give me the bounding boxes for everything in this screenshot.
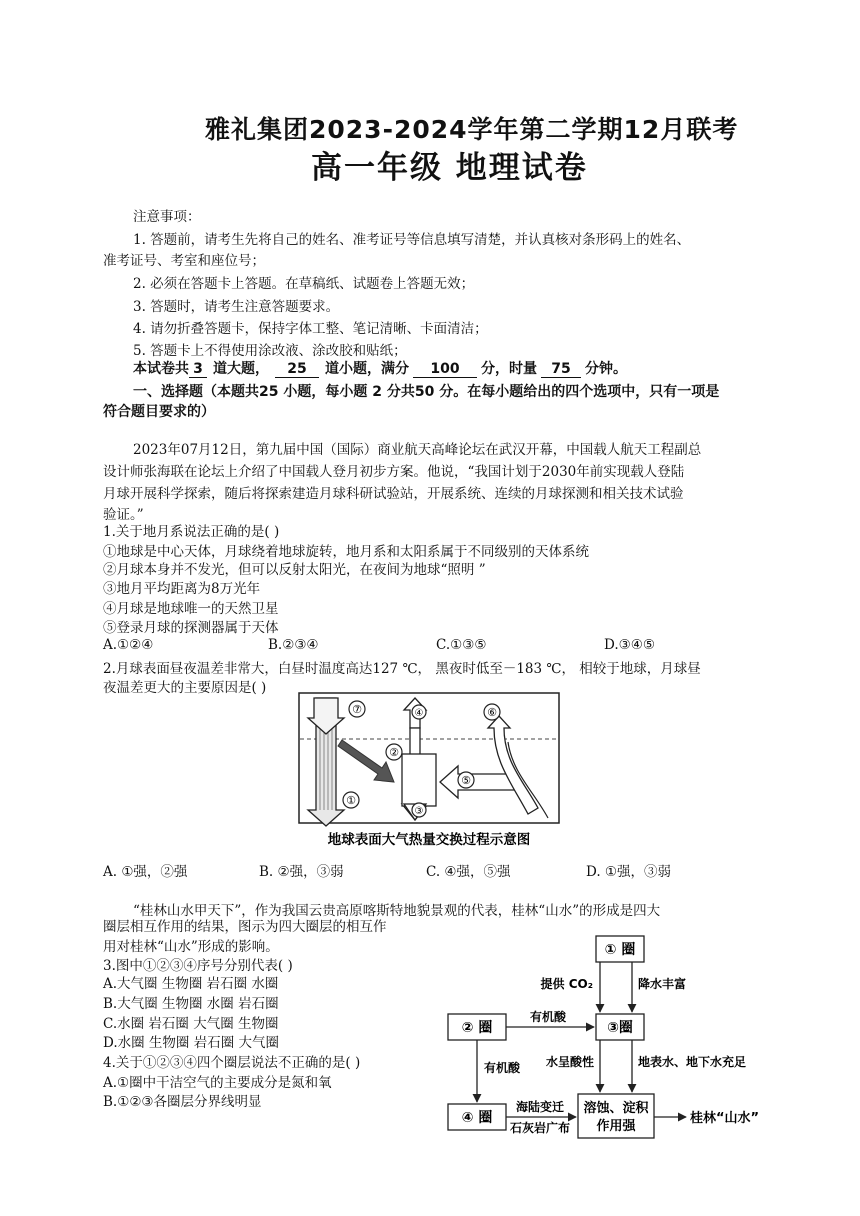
exam-info-text: 分，时量: [481, 361, 537, 377]
fig1-caption: 地球表面大气热量交换过程示意图: [327, 832, 531, 848]
exam-info-text: 本试卷共: [133, 361, 189, 377]
passage1-line: 月球开展科学探索，随后将探索建造月球科研试验站，开展系统、连续的月球探测和相关技术试验: [103, 486, 684, 502]
notes-heading: 注意事项：: [133, 209, 201, 225]
q3-stem: 3.图中①②③④序号分别代表( ): [103, 958, 293, 974]
exam-subtitle: 高一年级 地理试卷: [311, 150, 588, 186]
spheres-flowchart: [440, 922, 785, 1144]
edge-co2: 提供 CO₂: [540, 977, 593, 991]
q1-statement-4: ④月球是地球唯一的天然卫星: [103, 601, 279, 617]
passage2-line: 圈层相互作用的结果，图示为四大圈层的相互作: [103, 919, 387, 935]
q4-stem: 4.关于①②③④四个圈层说法不正确的是( ): [103, 1055, 361, 1071]
passage1-line: 设计师张海联在论坛上介绍了中国载人登月初步方案。他说，“我国计划于2030年前实现载人登陆: [103, 464, 685, 480]
note-1b: 准考证号、考室和座位号；: [103, 253, 265, 269]
edge-ground-water: 地表水、地下水充足: [638, 1055, 747, 1069]
q2-option-b[interactable]: B. ②强，③弱: [259, 864, 344, 880]
questions-count: 25: [275, 361, 319, 378]
note-5: 5. 答题卡上不得使用涂改液、涂改胶和贴纸；: [133, 343, 407, 359]
fig1-label-7: ⑦: [352, 703, 362, 716]
result-box-line1: 溶蚀、淀积: [583, 1101, 649, 1116]
q1-option-d[interactable]: D.③④⑤: [604, 637, 655, 653]
q1-statement-3: ③地月平均距离为8万光年: [103, 581, 261, 597]
box-sphere-2: ② 圈: [461, 1020, 493, 1036]
note-3: 3. 答题时，请考生注意答题要求。: [133, 299, 340, 315]
fig1-label-1: ①: [346, 794, 356, 807]
edge-sea-land-change: 海陆变迁: [515, 1100, 565, 1114]
section1-heading: 一、选择题（本题共25 小题，每小题 2 分共50 分。在每小题给出的四个选项中，只有一项是: [133, 384, 720, 400]
q2-option-a[interactable]: A. ①强，②强: [103, 864, 188, 880]
q2-option-d[interactable]: D. ①强，③弱: [586, 864, 672, 880]
q3-option-b[interactable]: B.大气圈 生物圈 水圈 岩石圈: [103, 996, 279, 1012]
box-sphere-1: ① 圈: [604, 942, 636, 958]
q1-option-c[interactable]: C.①③⑤: [436, 637, 487, 653]
fig1-label-4: ④: [414, 708, 424, 719]
passage1-line: 2023年07月12日，第九届中国（国际）商业航天高峰论坛在武汉开幕，中国载人航天工程副总: [133, 442, 702, 458]
passage2-line: 用对桂林“山水”形成的影响。: [103, 939, 279, 955]
q1-statement-1: ①地球是中心天体，月球绕着地球旋转，地月系和太阳系属于不同级别的天体系统: [103, 544, 589, 560]
edge-rain: 降水丰富: [638, 977, 687, 991]
q2-option-c[interactable]: C. ④强，⑤强: [426, 864, 511, 880]
note-1a: 1. 答题前，请考生先将自己的姓名、准考证号等信息填写清楚，并认真核对条形码上的姓名、: [133, 232, 691, 248]
result-guilin: 桂林“山水”: [690, 1111, 760, 1126]
q2-stem-cont: 夜温差更大的主要原因是( ): [103, 680, 267, 696]
edge-water-acidic: 水呈酸性: [545, 1055, 594, 1069]
exam-title: 雅礼集团2023-2024学年第二学期12月联考: [205, 115, 739, 144]
q1-statement-5: ⑤登录月球的探测器属于天体: [103, 620, 279, 636]
box-sphere-3: ③圈: [607, 1020, 633, 1036]
q4-option-a[interactable]: A.①圈中干洁空气的主要成分是氮和氧: [103, 1075, 332, 1091]
q1-stem: 1.关于地月系说法正确的是( ): [103, 524, 280, 540]
q3-option-d[interactable]: D.水圈 生物圈 岩石圈 大气圈: [103, 1035, 280, 1051]
exam-info-text: 道大题，: [213, 361, 269, 377]
heat-exchange-diagram: [298, 692, 560, 856]
fig1-label-6: ⑥: [487, 706, 497, 719]
full-score: 100: [413, 361, 477, 378]
edge-organic-acid-2: 有机酸: [484, 1061, 521, 1075]
exam-info-text: 道小题，满分: [325, 361, 409, 377]
result-box-line2: 作用强: [596, 1119, 636, 1134]
fig1-label-5: ⑤: [461, 774, 471, 787]
note-2: 2. 必须在答题卡上答题。在草稿纸、试题卷上答题无效；: [133, 276, 475, 292]
edge-limestone: 石灰岩广布: [509, 1121, 571, 1135]
edge-organic-acid-1: 有机酸: [529, 1010, 567, 1024]
q1-statement-2: ②月球本身并不发光，但可以反射太阳光，在夜间为地球“照明 ”: [103, 562, 486, 578]
q2-stem: 2.月球表面昼夜温差非常大，白昼时温度高达127 ℃， 黑夜时低至－183 ℃， 相较于地球，月球昼: [103, 661, 701, 677]
note-4: 4. 请勿折叠答题卡，保持字体工整、笔记清晰、卡面清洁；: [133, 321, 488, 337]
q3-option-a[interactable]: A.大气圈 生物圈 岩石圈 水圈: [103, 976, 279, 992]
q4-option-b[interactable]: B.①②③各圈层分界线明显: [103, 1094, 262, 1110]
fig1-label-3: ③: [414, 806, 424, 817]
passage2-line: “桂林山水甲天下”，作为我国云贵高原喀斯特地貌景观的代表，桂林“山水”的形成是四大: [133, 903, 661, 919]
passage1-line: 验证。”: [103, 507, 144, 523]
box-sphere-4: ④ 圈: [461, 1110, 493, 1126]
section1-heading-cont: 符合题目要求的）: [103, 404, 215, 420]
fig1-label-2: ②: [389, 746, 399, 759]
exam-info: [133, 358, 627, 378]
q1-option-b[interactable]: B.②③④: [268, 637, 319, 653]
q3-option-c[interactable]: C.水圈 岩石圈 大气圈 生物圈: [103, 1016, 279, 1032]
q1-option-a[interactable]: A.①②④: [103, 637, 154, 653]
time-limit: 75: [541, 361, 581, 378]
exam-info-text: 分钟。: [585, 361, 627, 377]
sections-count: 3: [189, 361, 207, 378]
